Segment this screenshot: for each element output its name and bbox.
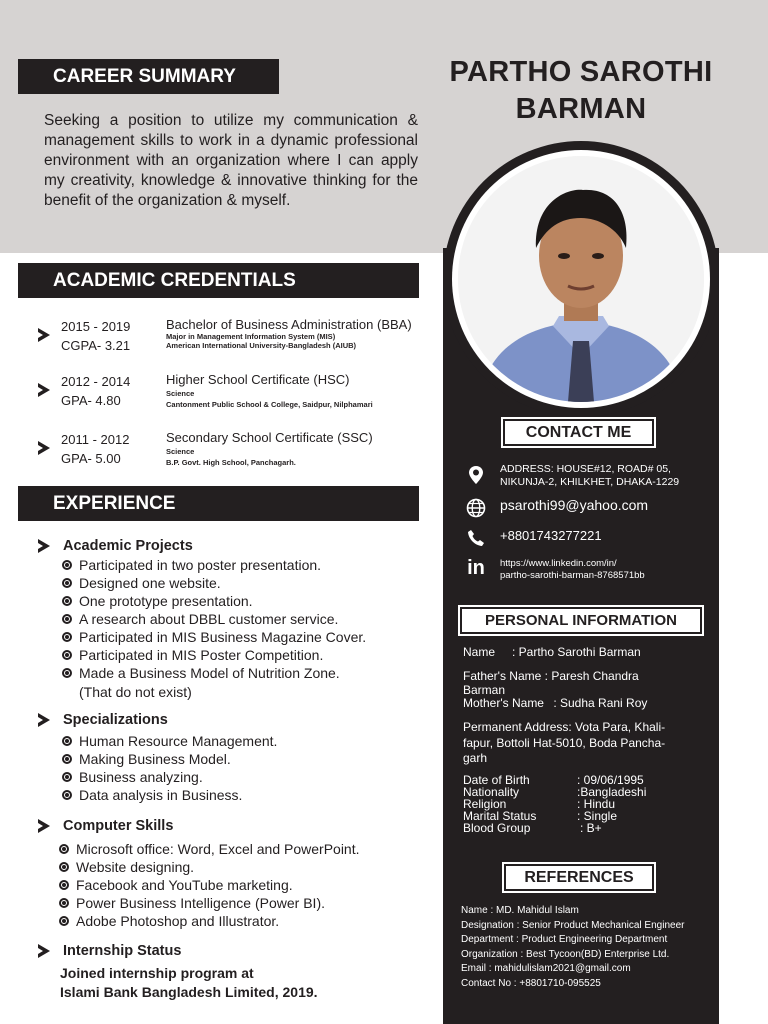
linkedin-line-1[interactable]: https://www.linkedin.com/in/ [500,558,617,569]
list-item: Participated in MIS Poster Competition. [60,646,366,664]
reference-designation: Designation : Senior Product Mechanical Engineer [461,919,685,931]
list-item: Adobe Photoshop and Illustrator. [57,912,360,930]
academic-projects-heading [38,537,193,555]
internship-heading [38,942,181,960]
permanent-address-line-3: garh [463,751,488,765]
internship-label: Internship Status [63,943,182,959]
academic-institution: Cantonment Public School & College, Saidpur, Nilphamari [166,400,373,409]
academic-item [36,372,436,416]
career-summary-heading: CAREER SUMMARY [18,59,279,94]
father-name-row [463,670,639,683]
phone-icon [465,529,487,552]
list-item: Power Business Intelligence (Power BI). [57,894,360,912]
computer-skills-label: Computer Skills [63,818,174,834]
personal-name-value: : Partho Sarothi Barman [512,645,641,659]
candidate-name [433,54,729,128]
reference-department: Department : Product Engineering Department [461,934,668,945]
reference-contact: Contact No : +8801710-095525 [461,977,601,989]
location-pin-icon [465,465,487,490]
list-item: Participated in MIS Business Magazine Cover. [60,628,366,646]
list-item: Designed one website. [60,574,366,592]
list-item-continuation: (That do not exist) [79,684,192,700]
arrow-bullet-icon [38,539,50,553]
internship-text [60,964,318,1002]
academic-institution: American International University-Bangladesh (AIUB) [166,341,357,350]
list-item: Business analyzing. [60,768,277,786]
academic-institution: B.P. Govt. High School, Panchagarh. [166,458,296,467]
nationality-label: Nationality [463,785,520,799]
reference-details [461,904,684,991]
permanent-address [463,720,665,767]
profile-photo [458,156,704,402]
phone-text[interactable]: +8801743277221 [500,528,602,543]
list-item: Making Business Model. [60,750,277,768]
mother-name-value: : Sudha Rani Roy [553,696,648,710]
address-line-2: NIKUNJA-2, KHILKHET, DHAKA-1229 [500,476,680,488]
academic-projects-list [60,556,366,682]
mother-name-label: Mother's Name [463,696,544,710]
specializations-list [60,732,277,804]
blood-group-value: : B+ [580,821,602,835]
list-item: Microsoft office: Word, Excel and PowerPoint. [57,840,360,858]
list-item: Data analysis in Business. [60,786,277,804]
internship-line-1: Joined internship program at [60,965,254,981]
academic-major: Science [166,447,195,456]
experience-heading: EXPERIENCE [18,486,419,521]
academic-projects-label: Academic Projects [63,538,193,554]
permanent-address-line-2: fapur, Bottoli Hat-5010, Boda Pancha- [463,735,666,750]
arrow-bullet-icon [38,441,50,455]
father-name-value: : Paresh Chandra [544,669,639,683]
dob-value: : 09/06/1995 [577,773,644,787]
specializations-label: Specializations [63,712,168,728]
permanent-address-line-1: Permanent Address: Vota Para, Khali- [463,720,666,734]
list-item: Facebook and YouTube marketing. [57,876,360,894]
email-text[interactable]: psarothi99@yahoo.com [500,497,649,513]
personal-name-row [463,645,641,659]
academic-gpa: CGPA- 3.21 [61,338,131,353]
references-heading: REFERENCES [504,864,654,891]
academic-degree: Secondary School Certificate (SSC) [166,430,373,445]
academic-item [36,430,436,474]
mother-name-row [463,697,647,710]
academic-item [36,317,436,361]
father-name-continuation: Barman [463,683,506,697]
academic-major: Science [166,389,195,398]
career-summary-text: Seeking a position to utilize my communication & management skills to work in a dynamic professional environment with an organization where I can apply my creativity, knowledge & innovative thinking for the benefit of the organization & myself. [44,112,418,209]
list-item: Human Resource Management. [60,732,277,750]
list-item: Participated in two poster presentation. [60,556,366,574]
linkedin-line-2[interactable]: partho-sarothi-barman-8768571bb [500,570,645,581]
reference-organization: Organization : Best Tycoon(BD) Enterprise Ltd. [461,948,670,960]
religion-value: : Hindu [577,797,616,811]
list-item: One prototype presentation. [60,592,366,610]
computer-skills-heading [38,817,173,835]
academic-years: 2012 - 2014 [61,374,131,389]
religion-label: Religion [463,797,507,811]
list-item: A research about DBBL customer service. [60,610,366,628]
personal-details-table [463,774,703,836]
arrow-bullet-icon [38,819,50,833]
academic-degree: Higher School Certificate (HSC) [166,372,350,387]
dob-label: Date of Birth [463,773,530,787]
address-line-1: ADDRESS: HOUSE#12, ROAD# 05, [500,463,671,475]
computer-skills-list [57,840,360,930]
arrow-bullet-icon [38,328,50,342]
contact-heading: CONTACT ME [503,419,654,446]
globe-icon [465,498,487,523]
list-item: Website designing. [57,858,360,876]
reference-email[interactable]: Email : mahidulislam2021@gmail.com [461,963,631,974]
academic-gpa: GPA- 4.80 [61,393,121,408]
marital-status-value: : Single [577,809,618,823]
marital-status-label: Marital Status [463,809,537,823]
academic-degree: Bachelor of Business Administration (BBA) [166,317,412,332]
arrow-bullet-icon [38,383,50,397]
specializations-heading [38,711,168,729]
academic-gpa: GPA- 5.00 [61,451,121,466]
personal-information-heading: PERSONAL INFORMATION [460,607,702,634]
name-line-2: BARMAN [515,93,647,125]
linkedin-icon: in [467,557,485,579]
list-item: Made a Business Model of Nutrition Zone. [60,664,366,682]
nationality-value: :Bangladeshi [577,785,647,799]
personal-name-label: Name [463,645,496,659]
blood-group-label: Blood Group [463,821,531,835]
father-name-label: Father's Name [463,669,542,683]
academic-major: Major in Management Information System (MIS) [166,332,336,341]
arrow-bullet-icon [38,944,50,958]
arrow-bullet-icon [38,713,50,727]
internship-line-2: Islami Bank Bangladesh Limited, 2019. [60,984,318,1000]
name-line-1: PARTHO SAROTHI [449,56,713,88]
academic-years: 2011 - 2012 [61,432,130,447]
reference-name: Name : MD. Mahidul Islam [461,905,579,916]
academic-credentials-heading: ACADEMIC CREDENTIALS [18,263,419,298]
academic-years: 2015 - 2019 [61,319,131,334]
